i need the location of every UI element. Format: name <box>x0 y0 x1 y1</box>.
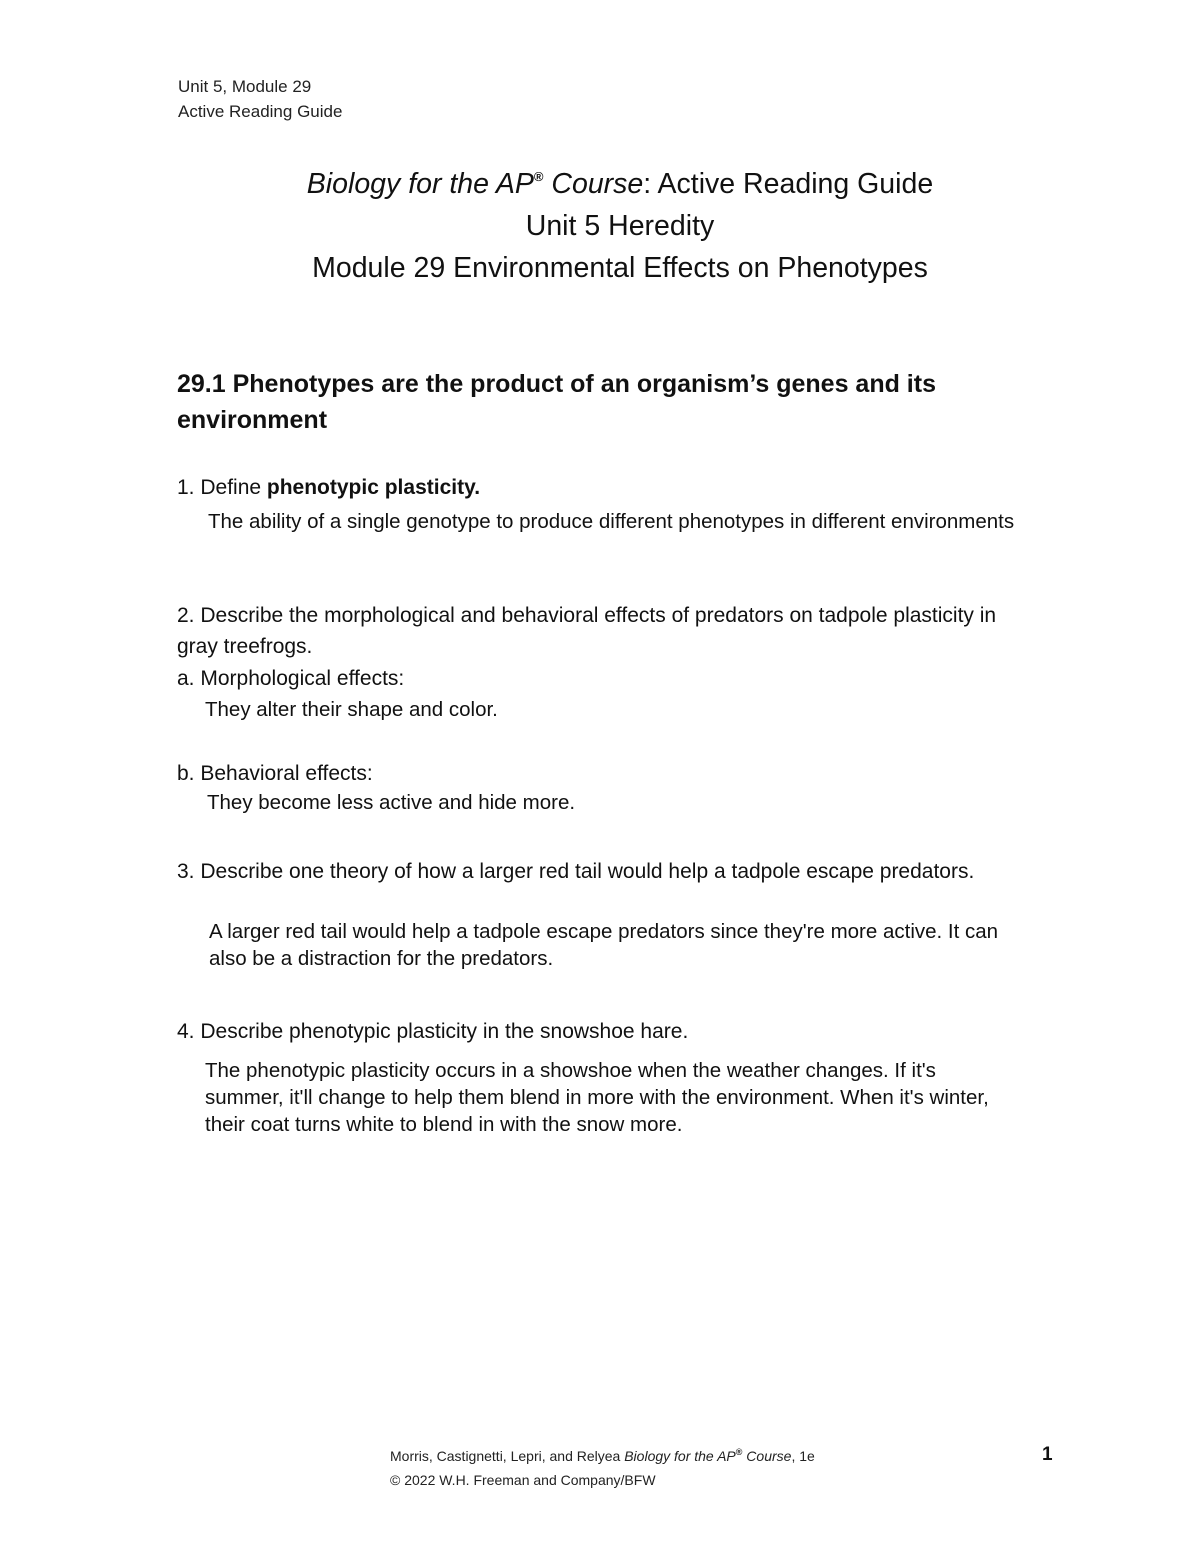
running-header <box>178 74 342 124</box>
answer-2a: They alter their shape and color. <box>205 698 498 721</box>
document-title-block <box>0 156 1200 289</box>
question-1-term: phenotypic plasticity. <box>266 476 481 499</box>
question-2a-label: a. Morphological effects: <box>177 667 405 690</box>
footer-citation <box>390 1440 815 1468</box>
answer-4: The phenotypic plasticity occurs in a showshoe when the weather changes. If it's summer, it'll change to help them blend in more with the environment. When it's winter, their coat turns white to blend in with the snow more. <box>205 1059 989 1136</box>
footer-copyright: © 2022 W.H. Freeman and Company/BFW <box>390 1472 656 1488</box>
section-heading: 29.1 Phenotypes are the product of an organism’s genes and its environment <box>177 370 936 434</box>
book-title-tail: Course <box>543 168 644 200</box>
question-2b-label: b. Behavioral effects: <box>177 762 373 785</box>
header-unit-module: Unit 5, Module 29 <box>178 77 312 96</box>
question-4: 4. Describe phenotypic plasticity in the snowshoe hare. <box>177 1020 689 1043</box>
question-3: 3. Describe one theory of how a larger red tail would help a tadpole escape predators. <box>177 860 975 883</box>
footer-book-title: Biology for the AP <box>624 1448 736 1464</box>
footer-book-tail: Course <box>742 1448 792 1464</box>
question-1-prefix: 1. Define <box>177 476 267 499</box>
registered-mark: ® <box>533 169 544 184</box>
title-rest: : Active Reading Guide <box>643 168 934 200</box>
footer-registered-mark: ® <box>735 1447 743 1457</box>
unit-title: Unit 5 Heredity <box>525 210 715 242</box>
answer-1: The ability of a single genotype to produce different phenotypes in different environments <box>208 510 1015 533</box>
header-guide-name: Active Reading Guide <box>178 102 343 121</box>
answer-3: A larger red tail would help a tadpole escape predators since they're more active. It can also be a distraction for the predators. <box>209 920 999 970</box>
page-number: 1 <box>1042 1444 1053 1465</box>
question-1 <box>177 472 1017 503</box>
page-footer <box>390 1440 815 1492</box>
question-2: 2. Describe the morphological and behavioral effects of predators on tadpole plasticity in gray treefrogs. <box>177 604 997 658</box>
footer-authors: Morris, Castignetti, Lepri, and Relyea <box>390 1448 625 1464</box>
footer-edition: , 1e <box>791 1448 815 1464</box>
answer-2b: They become less active and hide more. <box>207 791 576 814</box>
module-title: Module 29 Environmental Effects on Phenotypes <box>312 252 928 284</box>
document-title <box>0 156 1200 205</box>
book-title: Biology for the AP <box>306 168 534 200</box>
